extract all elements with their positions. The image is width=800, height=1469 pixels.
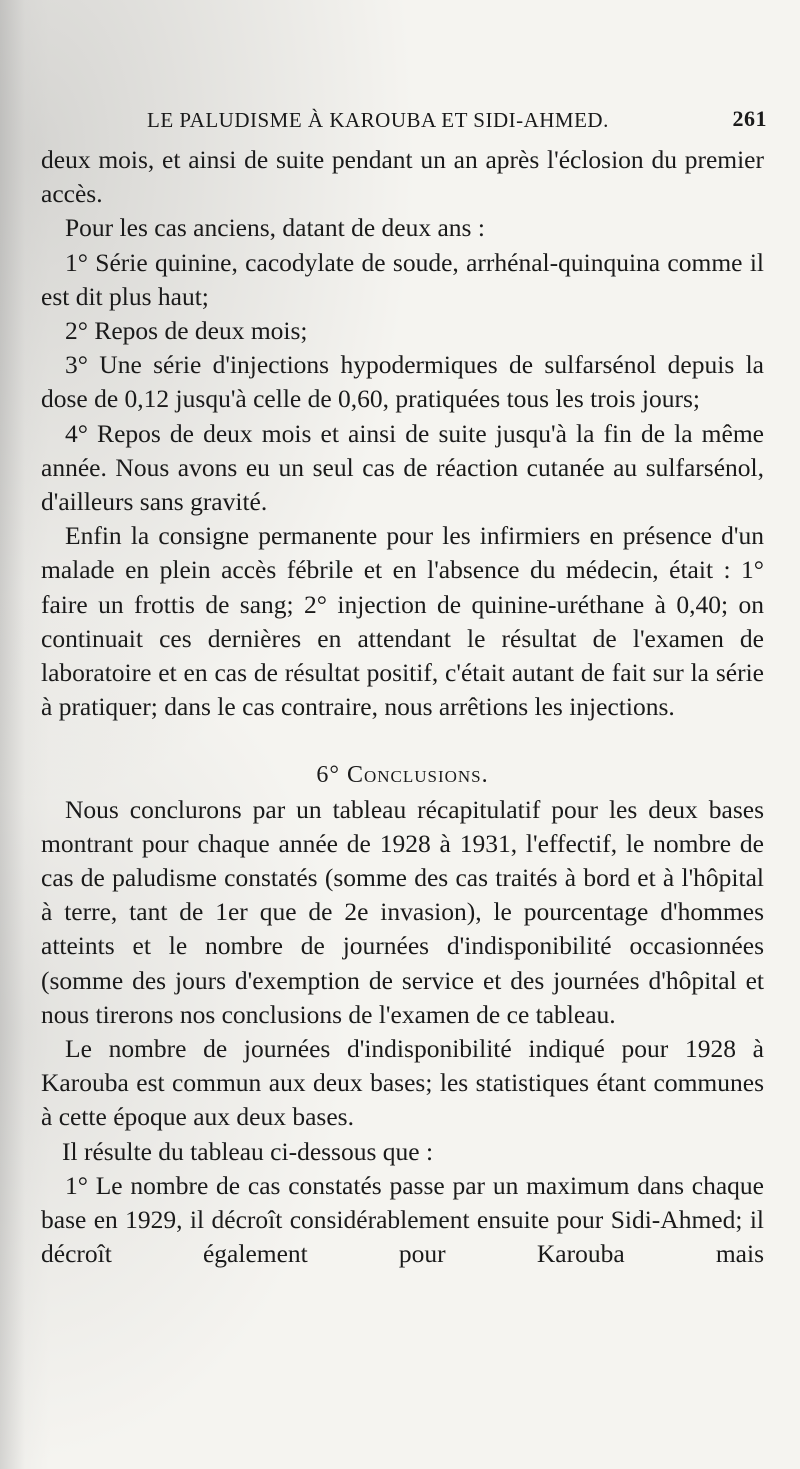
paragraph-step-3: 3° Une série d'injections hypodermiques de sulfarsénol depuis la dose de 0,12 jusqu'à celle de 0,60, pratiquées tous les trois jours; — [41, 350, 764, 414]
section-title-conclusions: 6° Conclusions. — [316, 762, 489, 789]
paragraph-unavailability-note: Le nombre de journées d'indisponibilité indiqué pour 1928 à Karouba est commun aux deux bases; les statistiques étant communes à cette époque aux deux bases. — [41, 1034, 764, 1132]
paragraph-old-cases-intro: Pour les cas anciens, datant de deux ans : — [65, 213, 485, 243]
paragraph-step-1: 1° Série quinine, cacodylate de soude, arrhénal-quinquina comme il est dit plus haut; — [41, 247, 764, 311]
paragraph-results-intro: Il résulte du tableau ci-dessous que : — [62, 1136, 434, 1166]
body-text — [41, 143, 764, 1272]
running-header — [147, 108, 767, 138]
running-title: LE PALUDISME À KAROUBA ET SIDI-AHMED. — [147, 108, 609, 132]
paragraph-continuation: deux mois, et ainsi de suite pendant un an après l'éclosion du premier accès. — [41, 145, 764, 209]
paragraph-step-4: 4° Repos de deux mois et ainsi de suite jusqu'à la fin de la même année. Nous avons eu un seul cas de réaction cutanée au sulfarsénol, d'ailleurs sans gravité. — [41, 418, 764, 517]
paragraph-summary-table: Nous conclurons par un tableau récapitulatif pour les deux bases montrant pour chaque année de 1928 à 1931, l'effectif, le nombre de cas de paludisme constatés (somme des cas traités à bord et à l'hôpital à terre, tant de 1er que de 2e invasion), le pourcentage d'hommes atteints et le nombre de journées d'indisponibilité occasionnées (somme des jours d'exemption de service et des journées d'hôpital et nous tirerons nos conclusions de l'examen de ce tableau. — [41, 794, 764, 1029]
paragraph-result-1: 1° Le nombre de cas constatés passe par un maximum dans chaque base en 1929, il décroît considérablement ensuite pour Sidi-Ahmed; il décroît également pour Karouba mais — [41, 1170, 764, 1269]
paragraph-step-2: 2° Repos de deux mois; — [65, 316, 308, 346]
page-number: 261 — [732, 106, 767, 131]
paragraph-standing-orders: Enfin la consigne permanente pour les infirmiers en présence d'un malade en plein accès fébrile et en l'absence du médecin, était : 1° faire un frottis de sang; 2° injection de quinine-uréthane à 0,40; on continuait ces dernières en attendant le résultat de l'examen de laboratoire et en cas de résultat positif, c'était autant de fait sur la série à pratiquer; dans le cas contraire, nous arrêtions les injections. — [41, 521, 764, 722]
